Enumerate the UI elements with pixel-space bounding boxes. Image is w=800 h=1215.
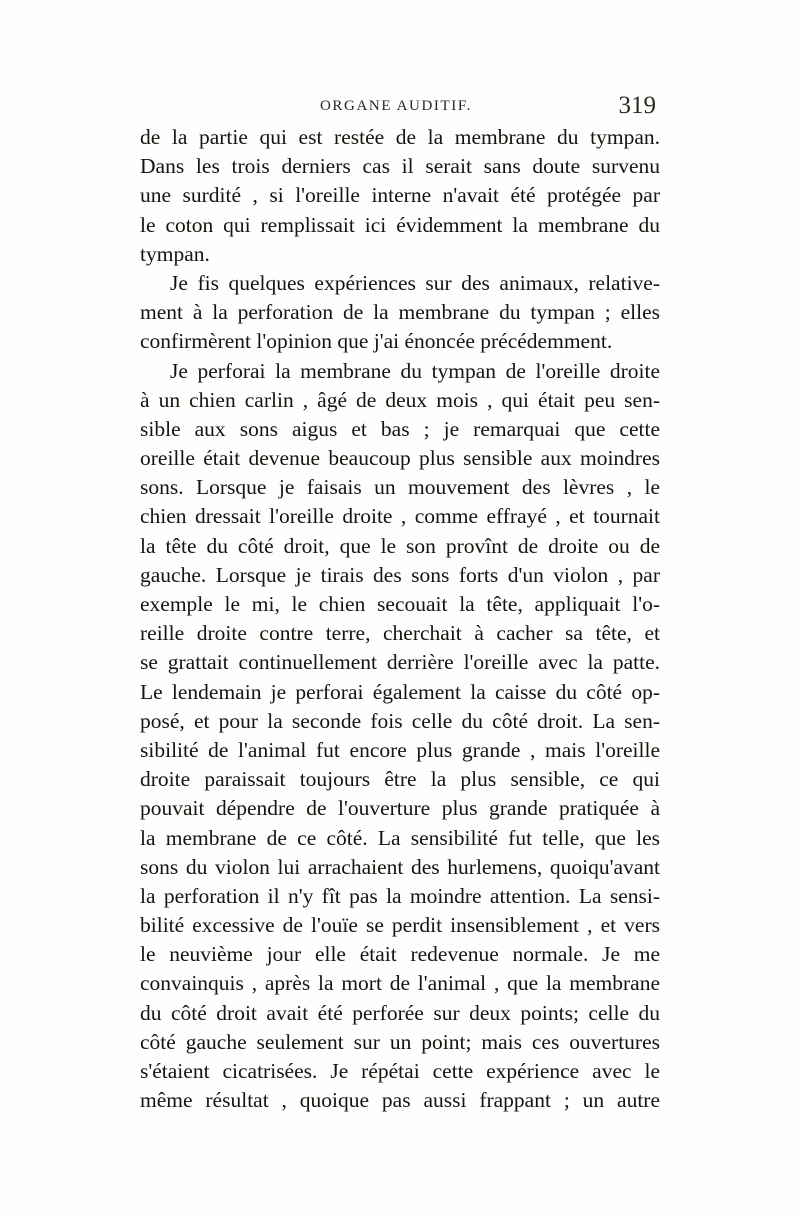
- text-line: chien dressait l'oreille droite , comme effrayé , et tournait: [140, 504, 660, 529]
- text-line: se grattait continuellement derrière l'oreille avec la patte.: [140, 650, 660, 675]
- text-line: la tête du côté droit, que le son provînt de droite ou de: [140, 533, 660, 558]
- page-number: 319: [618, 92, 656, 119]
- text-line: la perforation il n'y fît pas la moindre attention. La sensi-: [140, 883, 660, 908]
- text-line: sons du violon lui arrachaient des hurlemens, quoiqu'avant: [140, 854, 660, 879]
- text-line: gauche. Lorsque je tirais des sons forts d'un violon , par: [140, 562, 660, 587]
- text-line: côté gauche seulement sur un point; mais ces ouvertures: [140, 1029, 660, 1054]
- text-line: pouvait dépendre de l'ouverture plus grande pratiquée à: [140, 796, 660, 821]
- text-line: sible aux sons aigus et bas ; je remarquai que cette: [140, 416, 660, 441]
- text-line: tympan.: [140, 241, 210, 266]
- text-line: confirmèrent l'opinion que j'ai énoncée précédemment.: [140, 329, 613, 354]
- text-line: le neuvième jour elle était redevenue normale. Je me: [140, 942, 660, 967]
- text-line: une surdité , si l'oreille interne n'avait été protégée par: [140, 183, 660, 208]
- text-line: s'étaient cicatrisées. Je répétai cette expérience avec le: [140, 1059, 660, 1083]
- text-line: sons. Lorsque je faisais un mouvement des lèvres , le: [140, 475, 660, 500]
- text-line: Je perforai la membrane du tympan de l'oreille droite: [170, 358, 660, 383]
- text-line: oreille était devenue beaucoup plus sensible aux moindres: [140, 446, 660, 471]
- text-line: du côté droit avait été perforée sur deux points; celle du: [140, 1000, 660, 1025]
- text-line: à un chien carlin , âgé de deux mois , qui était peu sen-: [140, 387, 660, 412]
- text-line: Dans les trois derniers cas il serait sans doute survenu: [140, 154, 660, 179]
- text-line: reille droite contre terre, cherchait à cacher sa tête, et: [140, 621, 660, 646]
- text-line: Le lendemain je perforai également la caisse du côté op-: [140, 679, 660, 704]
- text-line: posé, et pour la seconde fois celle du côté droit. La sen-: [140, 708, 660, 733]
- text-line: convainquis , après la mort de l'animal , que la membrane: [140, 971, 660, 996]
- text-line: même résultat , quoique pas aussi frappant ; un autre: [140, 1088, 660, 1113]
- text-line: exemple le mi, le chien secouait la tête, appliquait l'o-: [140, 592, 660, 616]
- body-text: [140, 123, 660, 1115]
- text-line: Je fis quelques expériences sur des animaux, relative-: [170, 270, 660, 295]
- text-line: bilité excessive de l'ouïe se perdit insensiblement , et vers: [140, 913, 660, 938]
- text-line: droite paraissait toujours être la plus sensible, ce qui: [140, 767, 660, 792]
- running-head: ORGANE AUDITIF.: [320, 98, 472, 114]
- text-line: ment à la perforation de la membrane du tympan ; elles: [140, 300, 660, 325]
- text-line: sibilité de l'animal fut encore plus grande , mais l'oreille: [140, 737, 660, 762]
- text-line: de la partie qui est restée de la membrane du tympan.: [140, 125, 660, 149]
- text-line: la membrane de ce côté. La sensibilité fut telle, que les: [140, 825, 660, 850]
- text-line: le coton qui remplissait ici évidemment la membrane du: [140, 212, 660, 237]
